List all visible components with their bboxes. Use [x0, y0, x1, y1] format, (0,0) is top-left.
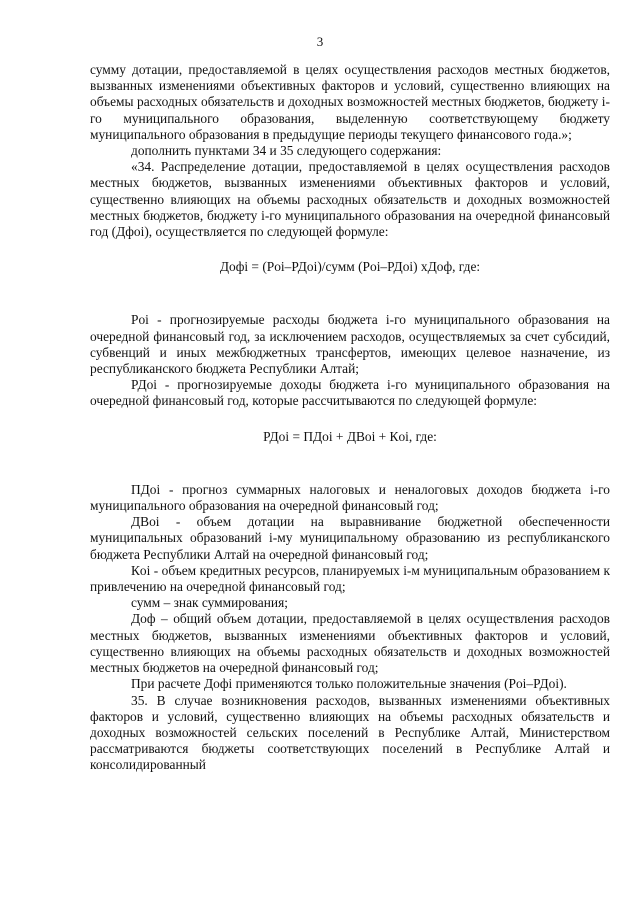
- paragraph-1: сумму дотации, предоставляемой в целях осуществления расходов местных бюджетов, вызванных изменениями объективных факторов и условий, существенно влияющих на объемы расходных обязательств и доходных возможностей местных бюджетов, бюджету i-го муниципального образования, выделенную соответствующему бюджету муниципального образования в предыдущие периоды текущего финансового года.»;: [90, 62, 610, 142]
- paragraph-6: ПДoi - прогноз суммарных налоговых и неналоговых доходов бюджета i-го муниципального образования на очередной финансовый год;: [90, 481, 610, 514]
- paragraph-9: сумм – знак суммирования;: [131, 595, 288, 611]
- paragraph-2: дополнить пунктами 34 и 35 следующего содержания:: [131, 143, 442, 159]
- paragraph-5: РДoi - прогнозируемые доходы бюджета i-го муниципального образования на очередной финансовый год, которые рассчитываются по следующей формуле:: [90, 377, 610, 409]
- spacer: [90, 296, 610, 312]
- paragraph-11: При расчете Дофi применяются только положительные значения (Рoi–РДoi).: [131, 676, 567, 692]
- paragraph-12: 35. В случае возникновения расходов, вызванных изменениями объективных факторов и условий, существенно влияющих на объемы расходных обязательств и доходных возможностей сельских поселений в Республике Алтай, Министерством рассматриваются бюджеты соответствующих поселений в Республике Алтай и консолидированный: [90, 692, 610, 773]
- paragraph-10: Доф – общий объем дотации, предоставляемой в целях осуществления расходов местных бюджетов, вызванных изменениями объективных факторов и условий, существенно влияющих на объемы расходных обязательств и доходных возможностей местных бюджетов на очередной финансовый год;: [90, 611, 610, 676]
- paragraph-8: Кoi - объем кредитных ресурсов, планируемых i-м муниципальным образованием к привлечению на очередной финансовый год;: [90, 562, 610, 595]
- paragraph-7: ДВoi - объем дотации на выравнивание бюджетной обеспеченности муниципальных образований i-му муниципальному образованию из республиканского бюджета Республики Алтай на очередной финансовый год;: [90, 514, 610, 562]
- paragraph-4: Рoi - прогнозируемые расходы бюджета i-го муниципального образования на очередной финансовый год, за исключением расходов, осуществляемых за счет субсидий, субвенций и иных межбюджетных трансфертов, имеющих целевое назначение, из республиканского бюджета Республики Алтай;: [90, 312, 610, 377]
- document-body: [90, 62, 610, 774]
- formula-1: Дофi = (Рoi–РДoi)/сумм (Рoi–РДoi) хДоф, где:: [219, 259, 481, 275]
- formula-2: РДoi = ПДoi + ДВoi + Кoi, где:: [263, 428, 437, 444]
- spacer: [90, 466, 610, 482]
- paragraph-3: «34. Распределение дотации, предоставляемой в целях осуществления расходов местных бюджетов, вызванных изменениями объективных факторов и условий, существенно влияющих на объемы расходных обязательств и доходных возможностей местных бюджетов, бюджету i-го муниципального образования на очередной финансовый год (Дфоi), осуществляется по следующей формуле:: [90, 159, 610, 240]
- page-number: 3: [316, 34, 324, 49]
